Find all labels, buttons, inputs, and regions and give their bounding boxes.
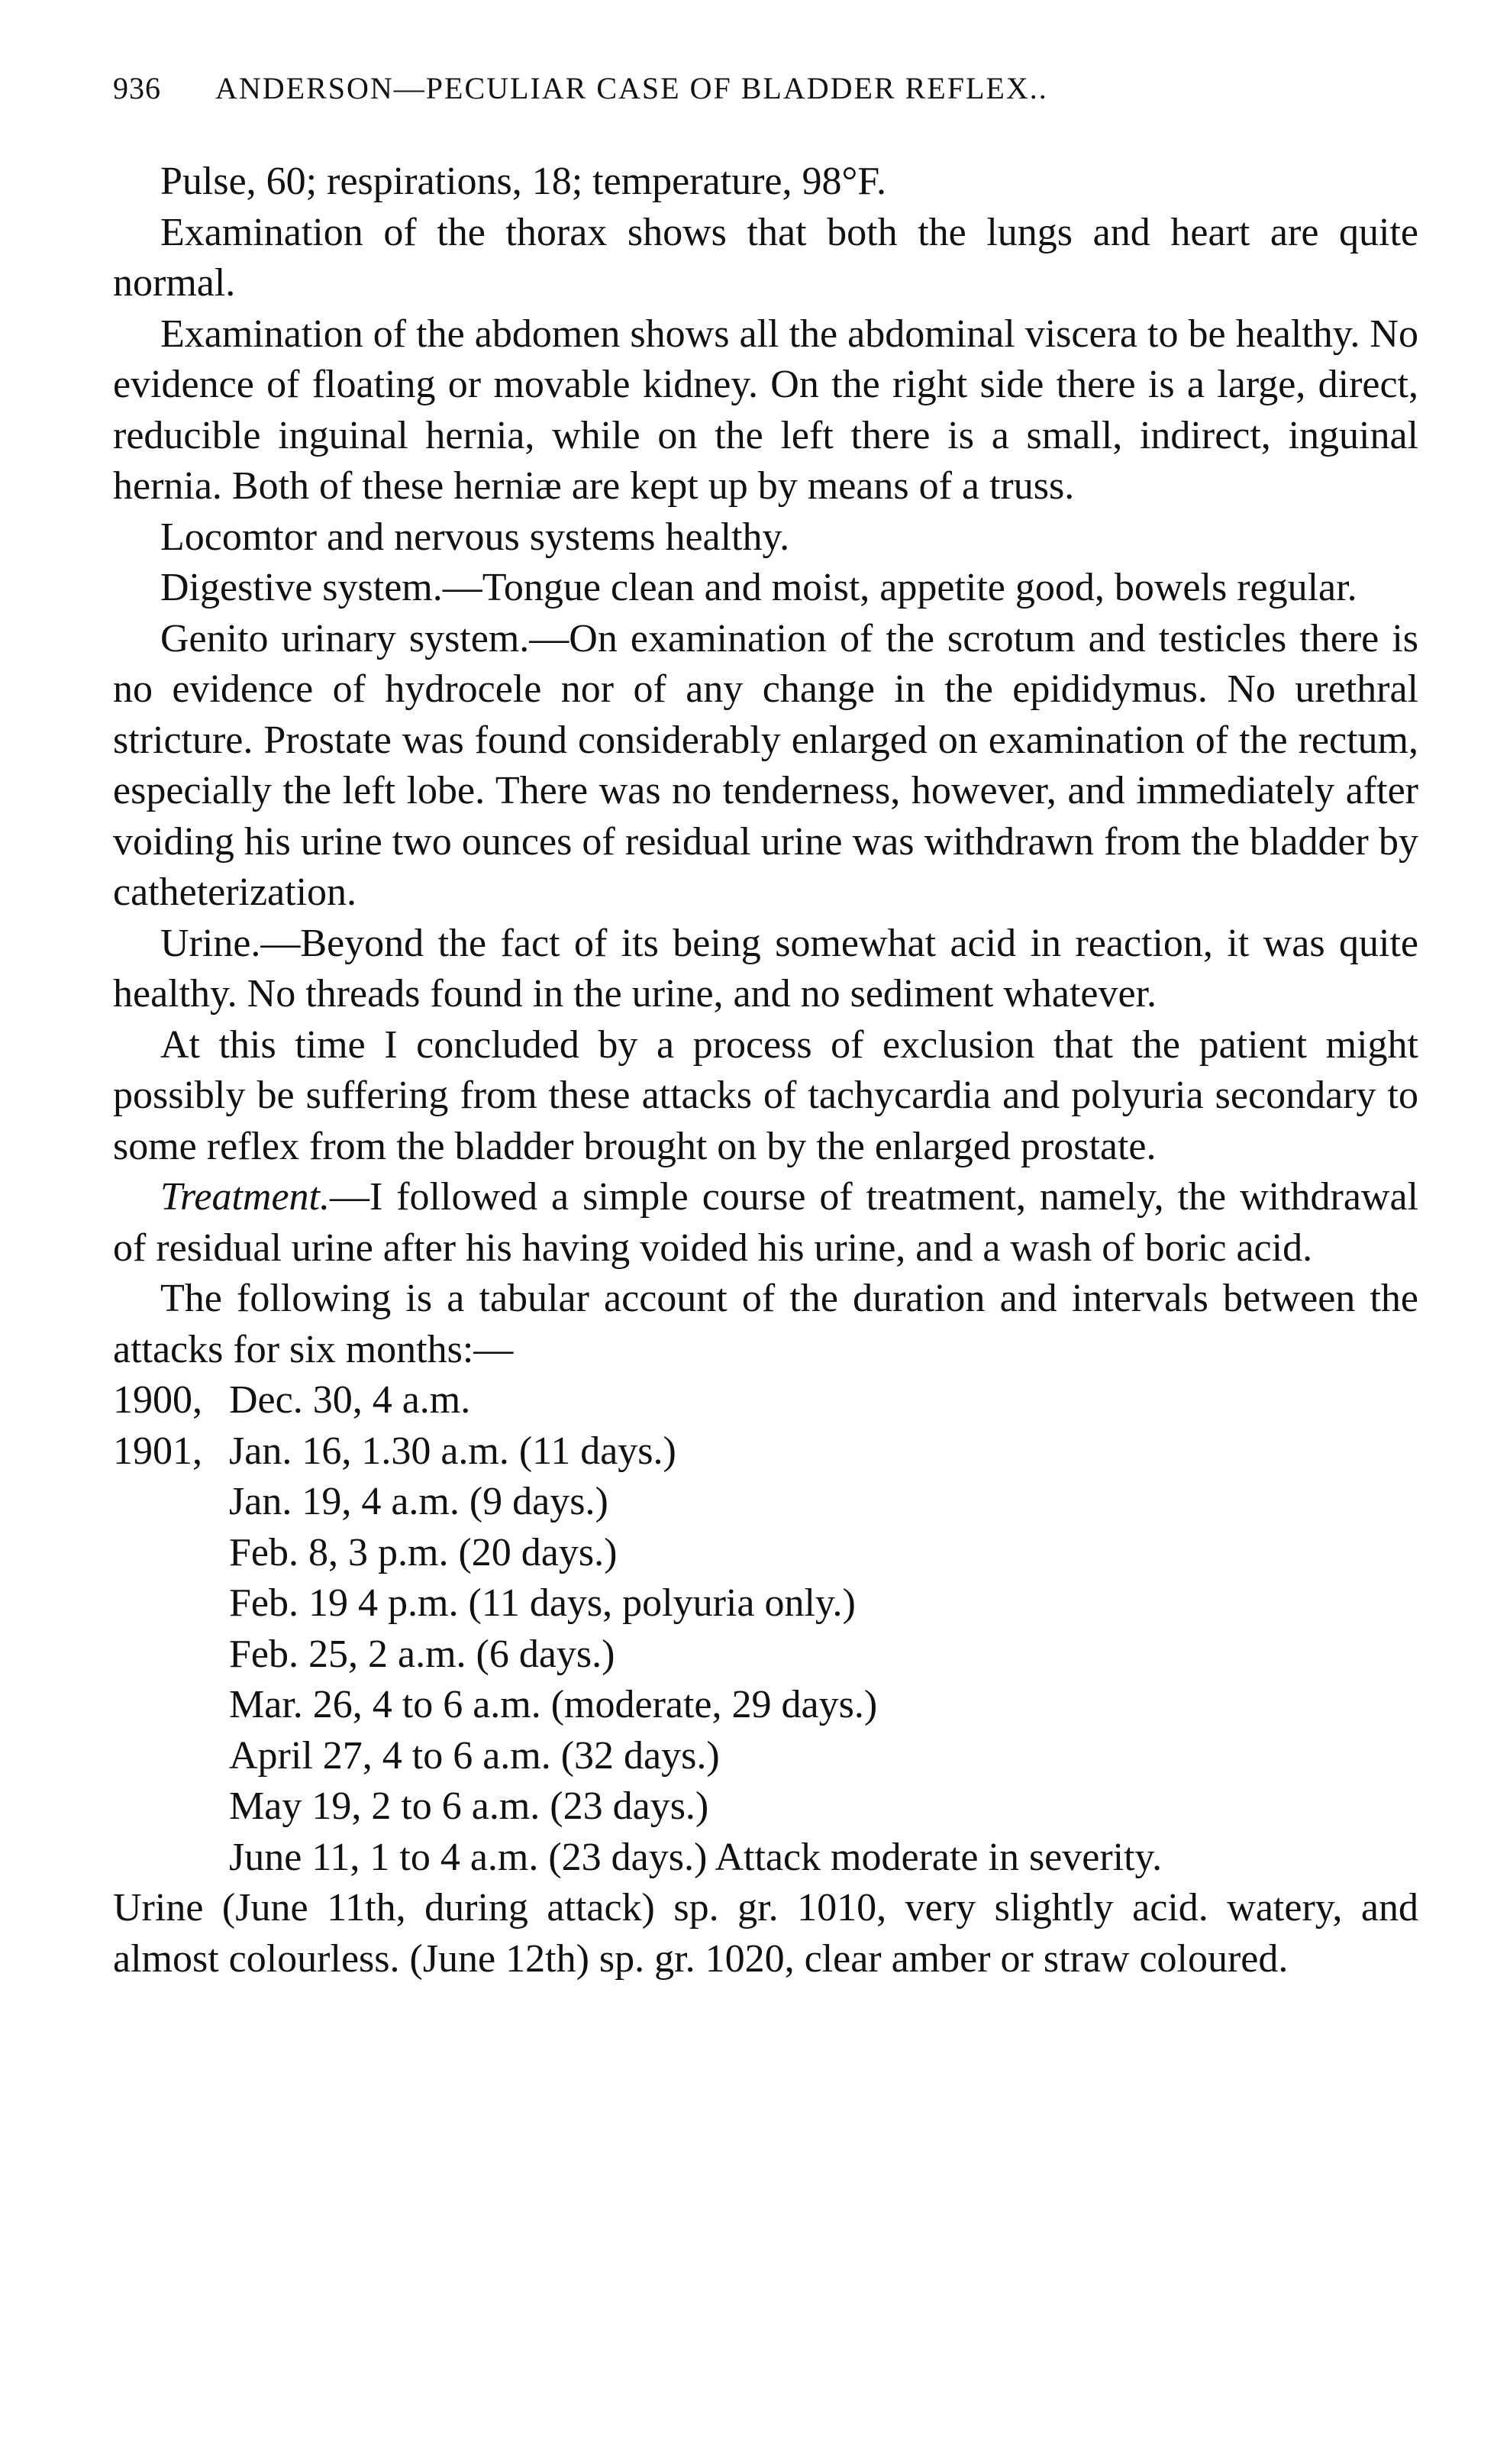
treatment-text: —I followed a simple course of treatment, namely, the withdrawal of residual urine after his having voided his urine, and a wash of boric acid. [113,1175,1418,1270]
attack-entry [113,1375,1418,1426]
paragraph-digestive: Digestive system.—Tongue clean and moist, appetite good, bowels regular. [160,566,1357,609]
attack-entry [113,1528,1418,1579]
paragraph-treatment [113,1172,1418,1274]
paragraph-thorax: Examination of the thorax shows that both the lungs and heart are quite normal. [113,210,1418,305]
attack-text: Feb. 25, 2 a.m. (6 days.) [229,1632,615,1676]
attack-entry [113,1781,1418,1833]
attack-text: Feb. 8, 3 p.m. (20 days.) [229,1530,618,1574]
attack-entry [113,1426,1418,1477]
attack-year: 1901, [113,1429,202,1473]
paragraph-genito-urinary: Genito urinary system.—On examination of the scrotum and testicles there is no evidence of hydrocele nor of any change in the epididymus. No urethral stricture. Prostate was found considerably enlarged on examination of the rectum, especially the left lobe. There was no tenderness, however, and immediately after voiding his urine two ounces of residual urine was withdrawn from the bladder by catheterization. [113,616,1418,914]
attack-entry [113,1629,1418,1681]
body-text [113,157,1418,1984]
attack-entry [113,1578,1418,1629]
attack-list [113,1375,1418,1883]
paragraph-tabular-intro: The following is a tabular account of the duration and intervals between the attacks for six months:— [113,1277,1418,1371]
running-title: ANDERSON—PECULIAR CASE OF BLADDER REFLEX.. [215,71,1048,105]
paragraph-pulse: Pulse, 60; respirations, 18; temperature, 98°F. [160,160,887,203]
attack-text: May 19, 2 to 6 a.m. (23 days.) [229,1784,709,1828]
attack-text: Feb. 19 4 p.m. (11 days, polyuria only.) [229,1581,856,1625]
paragraph-locomotor: Locomtor and nervous systems healthy. [160,515,790,559]
treatment-label: Treatment. [160,1175,330,1219]
attack-text: Jan. 19, 4 a.m. (9 days.) [229,1480,608,1523]
attack-text: June 11, 1 to 4 a.m. (23 days.) Attack moderate in severity. [229,1835,1163,1879]
paragraph-abdomen: Examination of the abdomen shows all the abdominal viscera to be healthy. No evidence of floating or movable kidney. On the right side there is a large, direct, reducible inguinal hernia, while on the left there is a small, indirect, inguinal hernia. Both of these herniæ are kept up by means of a truss. [113,312,1418,508]
attack-entry [113,1680,1418,1731]
attack-text: Dec. 30, 4 a.m. [229,1378,471,1422]
paragraph-urine: Urine.—Beyond the fact of its being somewhat acid in reaction, it was quite healthy. No threads found in the urine, and no sediment whatever. [113,921,1418,1016]
attack-entry [113,1731,1418,1782]
paragraph-conclusion: At this time I concluded by a process of exclusion that the patient might possibly be suffering from these attacks of tachycardia and polyuria secondary to some reflex from the bladder brought on by the enlarged prostate. [113,1022,1418,1168]
attack-text: Mar. 26, 4 to 6 a.m. (moderate, 29 days.) [229,1683,878,1726]
attack-entry [113,1833,1418,1884]
paragraph-closing: Urine (June 11th, during attack) sp. gr. 1010, very slightly acid. watery, and almost colourless. (June 12th) sp. gr. 1020, clear amber or straw coloured. [113,1886,1418,1981]
page-number: 936 [113,71,161,105]
running-header [113,70,1411,106]
attack-text: April 27, 4 to 6 a.m. (32 days.) [229,1733,720,1778]
attack-text: Jan. 16, 1.30 a.m. (11 days.) [229,1429,676,1473]
attack-year: 1900, [113,1378,202,1422]
attack-entry [113,1477,1418,1528]
